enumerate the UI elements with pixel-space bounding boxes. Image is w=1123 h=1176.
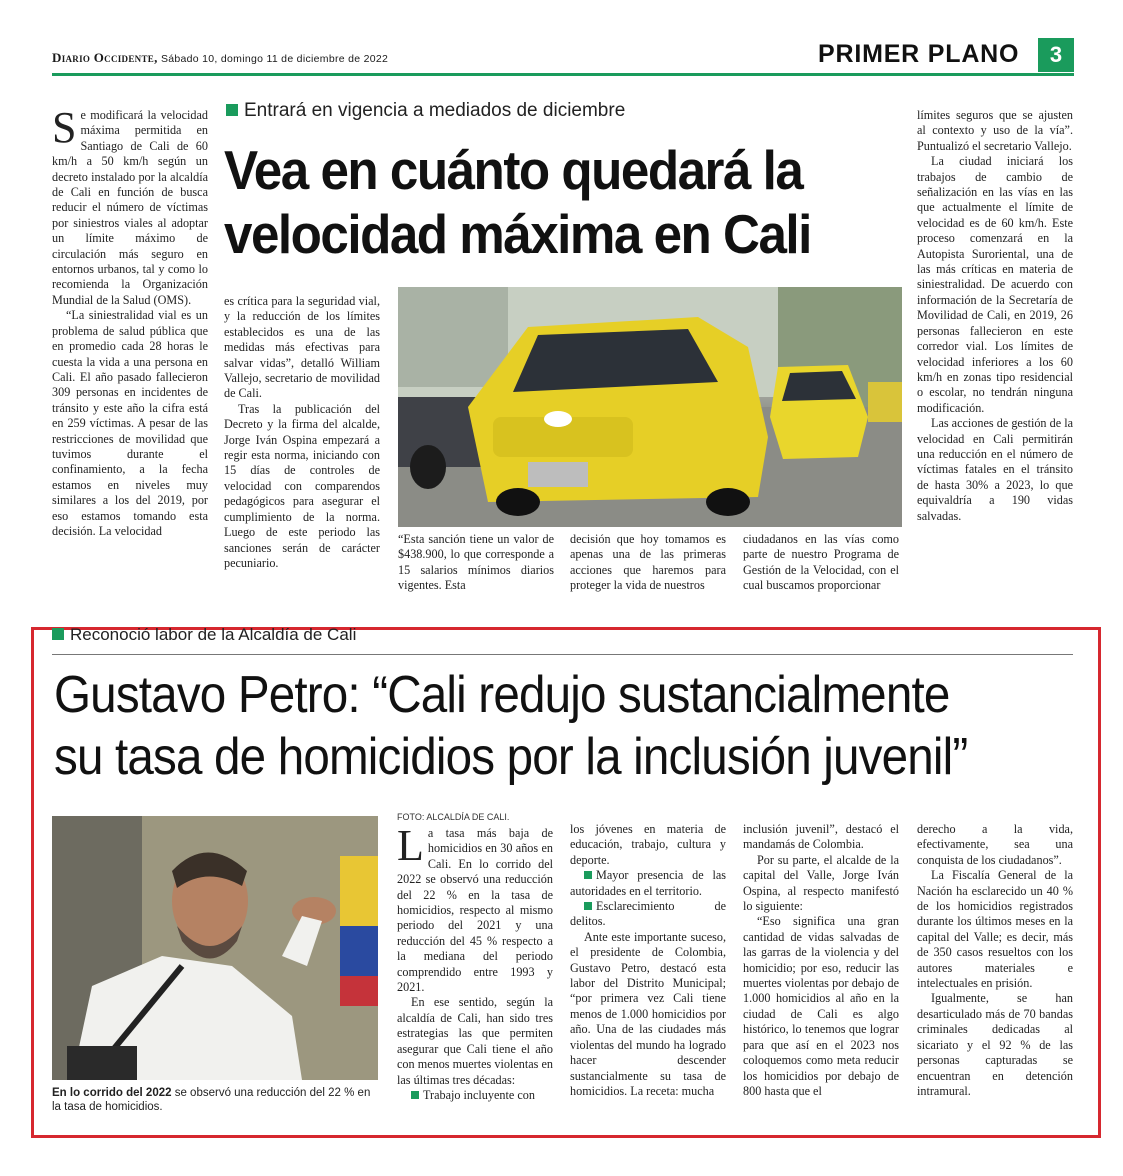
story1-col6	[917, 108, 1073, 524]
taxi-photo	[398, 287, 902, 527]
story1-col4: decisión que hoy tomamos es apenas una de las primeras acciones que haremos para proteger la vida de nuestros	[570, 532, 726, 593]
paragraph: Tras la publicación del Decreto y la firma del alcalde, Jorge Iván Ospina empezará a regir esta norma, iniciando con 15 días de controles de velocidad con comparendos pedagógicos para asegurar el cumplimiento de la norma. Luego de este periodo las sanciones serán de carácter pecuniario.	[224, 401, 380, 570]
masthead	[52, 50, 388, 66]
paragraph: “La siniestralidad vial es un problema de salud pública que en promedio cada 28 horas le cuesta la vida a una persona en Cali. El año pasado fallecieron 309 personas en incidentes de tránsito y este año la cifra está en 259 víctimas. A pesar de las restricciones de movilidad que tuvimos durante el confinamiento, a la fecha estamos en niveles muy similares a los del 2019, por eso estamos tomando esta decisión. La velocidad	[52, 308, 208, 538]
story2-col3	[743, 822, 899, 1099]
story2-rule	[52, 654, 1073, 655]
story1-col5: ciudadanos en las vías como parte de nuestro Programa de Gestión de la Velocidad, con el cual buscamos proporcionar	[743, 532, 899, 593]
petro-photo	[52, 816, 378, 1080]
paragraph: La Fiscalía General de la Nación ha esclarecido un 40 % de los homicidios registrados durante los últimos meses en la capital del Valle; es decir, más de 350 casos resueltos con los autores materiales e intelectuales en prisión.	[917, 868, 1073, 991]
paragraph: límites seguros que se ajusten al contexto y uso de la vía”. Puntualizó el secretario Vallejo.	[917, 108, 1073, 153]
issue-date: Sábado 10, domingo 11 de diciembre de 2022	[160, 53, 389, 65]
paragraph: Ante este importante suceso, el presidente de Colombia, Gustavo Petro, destacó esta labor del Distrito Municipal; “por primera vez Cali tiene menos de 1.000 homicidios por año. Una de las ciudades más violentas del mundo ha logrado hacer descender sustancialmente su tasa de homicidios. La receta: mucha	[570, 929, 726, 1098]
headline-line: su tasa de homicidios por la inclusión juvenil”	[54, 728, 968, 786]
petro-illustration	[52, 816, 378, 1080]
kicker-text: Entrará en vigencia a mediados de diciembre	[244, 100, 626, 121]
kicker-square-icon	[226, 104, 238, 116]
paragraph: En ese sentido, según la alcaldía de Cali, han sido tres estrategias las que permiten asegurar que Cali tiene el año con menos muertes violentas en las últimas tres décadas:	[397, 995, 553, 1087]
kicker-square-icon	[52, 628, 64, 640]
paragraph: es crítica para la seguridad vial, y la reducción de los límites establecidos es una de las medidas más efectivas para salvar vidas”, detalló William Vallejo, secretario de movilidad de Cali.	[224, 294, 380, 401]
story1-col1	[52, 103, 208, 539]
bullet-item: Trabajo incluyente con	[397, 1088, 553, 1103]
paragraph: Las acciones de gestión de la velocidad en Cali permitirán una reducción en el número de víctimas fatales en el tránsito de hasta 30% a 2023, lo que equivaldría a 190 vidas salvadas.	[917, 416, 1073, 523]
story2-col2	[570, 822, 726, 1099]
story2-col4	[917, 822, 1073, 1099]
photo-credit: FOTO: ALCALDÍA DE CALI.	[397, 812, 510, 822]
story1-kicker	[226, 100, 625, 122]
story2-kicker	[52, 626, 356, 640]
caption-text: se observó una reducción del 22 % en la tasa de homicidios.	[52, 1087, 371, 1113]
bullet-square-icon	[411, 1091, 419, 1099]
bullet-square-icon	[584, 902, 592, 910]
paragraph: “Eso significa una gran cantidad de vidas salvadas de las garras de la violencia y del homicidio; por eso, reducir las muertes violentas por debajo de 1.000 homicidios al año en la ciudad de Cali es algo histórico, lo tenemos que lograr para que así en el 2023 nos coloquemos como meta reducir los homicidios por debajo de 800 hasta que el	[743, 914, 899, 1098]
paragraph: Por su parte, el alcalde de la capital del Valle, Jorge Iván Ospina, al respecto manifestó lo siguiente:	[743, 852, 899, 914]
story2-headline	[54, 664, 1006, 788]
headline-line: Gustavo Petro: “Cali redujo sustancialmente	[54, 666, 950, 724]
paragraph: inclusión juvenil”, destacó el mandamás de Colombia.	[743, 822, 899, 852]
photo-caption	[52, 1086, 378, 1114]
story1-col3: “Esta sanción tiene un valor de $438.900, lo que corresponde a 15 salarios mínimos diarios vigentes. Esta	[398, 532, 554, 593]
story2-col1	[397, 821, 553, 1103]
story1-headline	[224, 138, 856, 266]
taxi-illustration	[398, 287, 902, 527]
kicker-text: Reconoció labor de la Alcaldía de Cali	[70, 626, 357, 640]
page-number-badge	[1038, 38, 1074, 72]
paragraph: La ciudad iniciará los trabajos de cambio de señalización en las vías en las que actualmente el límite de velocidad es de 60 km/h. Este proceso comenzará en la Autopista Suroriental, una de las más críticas en materia de siniestralidad. De acuerdo con información de la Secretaría de Movilidad de Cali, en 2019, 26 personas fallecieron en este corredor vial. Los límites de velocidad inferiores a los 60 km/h en zonas tipo residencial o escolar, no tendrán ninguna modificación.	[917, 154, 1073, 415]
bullet-square-icon	[584, 871, 592, 879]
headline-line: Vea en cuánto quedará la	[224, 139, 803, 201]
paper-name: Diario Occidente,	[52, 50, 158, 65]
paragraph: Igualmente, se han desarticulado más de 70 bandas criminales dedicadas al sicariato y el 92 % de las personas capturadas se encuentran en detención intramural.	[917, 991, 1073, 1098]
paragraph: e modificará la velocidad máxima permitida en Santiago de Cali de 60 km/h a 50 km/h según un decreto instalado por la alcaldía de Cali en función de busca reducir el número de víctimas por siniestros viales al adoptar un límite máximo de circulación más seguro en entornos urbanos, tal y como lo recomienda la Organización Mundial de la Salud (OMS).	[52, 108, 208, 307]
paragraph: los jóvenes en materia de educación, trabajo, cultura y deporte.	[570, 822, 726, 867]
bullet-item: Esclarecimiento de delitos.	[570, 899, 726, 929]
headline-line: velocidad máxima en Cali	[224, 203, 811, 265]
section-title: PRIMER PLANO	[818, 40, 1020, 68]
page-number: 3	[1049, 42, 1063, 67]
dropcap: S	[52, 103, 77, 152]
story1-col2	[224, 294, 380, 571]
paragraph: derecho a la vida, efectivamente, sea una conquista de los ciudadanos”.	[917, 822, 1073, 867]
header-rule	[52, 73, 1074, 76]
paragraph: a tasa más baja de homicidios en 30 años en Cali. En lo corrido del 2022 se observó una reducción del 22 % en la tasa de homicidios, respecto al mismo periodo del 2021 y una reducción del 45 % respecto a la mediana del periodo comprendido entre 1993 y 2021.	[397, 826, 553, 995]
bullet-item: Mayor presencia de las autoridades en el territorio.	[570, 868, 726, 898]
dropcap: L	[397, 821, 424, 870]
caption-bold: En lo corrido del 2022	[52, 1087, 172, 1099]
